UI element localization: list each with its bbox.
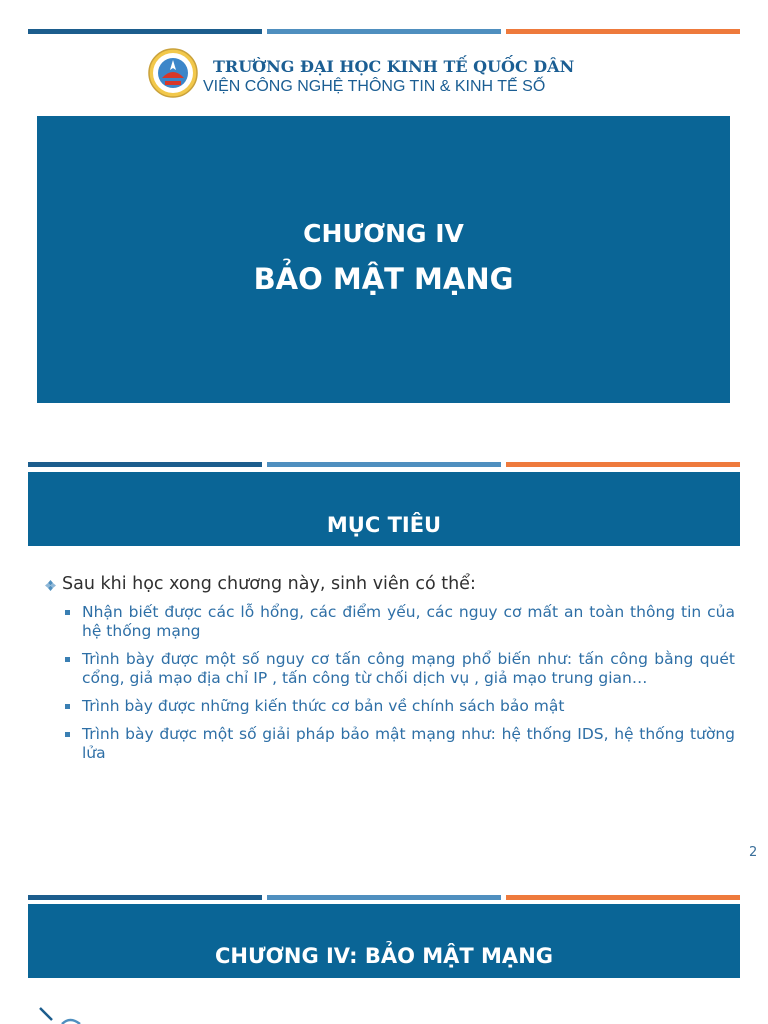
bar-orange (506, 29, 740, 34)
objectives-list (45, 603, 735, 763)
objectives-heading-band (28, 472, 740, 546)
objectives-content (45, 572, 735, 772)
bar-mid-blue (267, 29, 501, 34)
list-item: Nhận biết được các lỗ hổng, các điểm yếu, các nguy cơ mất an toàn thông tin của hệ thống mạng (65, 603, 735, 641)
bar-dark-blue (28, 895, 262, 900)
objectives-heading: MỤC TIÊU (326, 513, 442, 537)
chapter-heading: CHƯƠNG IV: BẢO MẬT MẠNG (215, 944, 553, 968)
university-name: TRƯỜNG ĐẠI HỌC KINH TẾ QUỐC DÂN (213, 57, 575, 76)
chapter-title-box (37, 116, 730, 403)
bar-mid-blue (267, 462, 501, 467)
page-number: 2 (749, 845, 758, 860)
square-bullet-icon (65, 732, 70, 737)
list-item: Trình bày được một số nguy cơ tấn công mạng phổ biến như: tấn công bằng quét cổng, giả mạo địa chỉ IP , tấn công từ chối dịch vụ , giả mạo trung gian… (65, 650, 735, 688)
partial-graphic-icon (36, 1004, 96, 1024)
chapter-number: CHƯƠNG IV (303, 219, 464, 248)
section-color-bars (28, 895, 740, 900)
lead-text: Sau khi học xong chương này, sinh viên có thể: (62, 574, 476, 594)
bar-mid-blue (267, 895, 501, 900)
bar-orange (506, 462, 740, 467)
lead-paragraph (45, 572, 735, 596)
top-color-bars (28, 29, 740, 34)
list-item: Trình bày được một số giải pháp bảo mật mạng như: hệ thống IDS, hệ thống tường lửa (65, 725, 735, 763)
institution-header (148, 48, 618, 102)
square-bullet-icon (65, 610, 70, 615)
chapter-heading-band (28, 904, 740, 978)
bar-dark-blue (28, 462, 262, 467)
institute-name: VIỆN CÔNG NGHỆ THÔNG TIN & KINH TẾ SỐ (203, 78, 546, 95)
list-item: Trình bày được những kiến thức cơ bản về chính sách bảo mật (65, 697, 735, 716)
square-bullet-icon (65, 657, 70, 662)
square-bullet-icon (65, 704, 70, 709)
section-color-bars (28, 462, 740, 467)
university-logo-icon (148, 48, 198, 98)
chapter-title: BẢO MẬT MẠNG (253, 262, 514, 296)
diamond-bullet-icon (45, 580, 56, 591)
bar-dark-blue (28, 29, 262, 34)
bar-orange (506, 895, 740, 900)
